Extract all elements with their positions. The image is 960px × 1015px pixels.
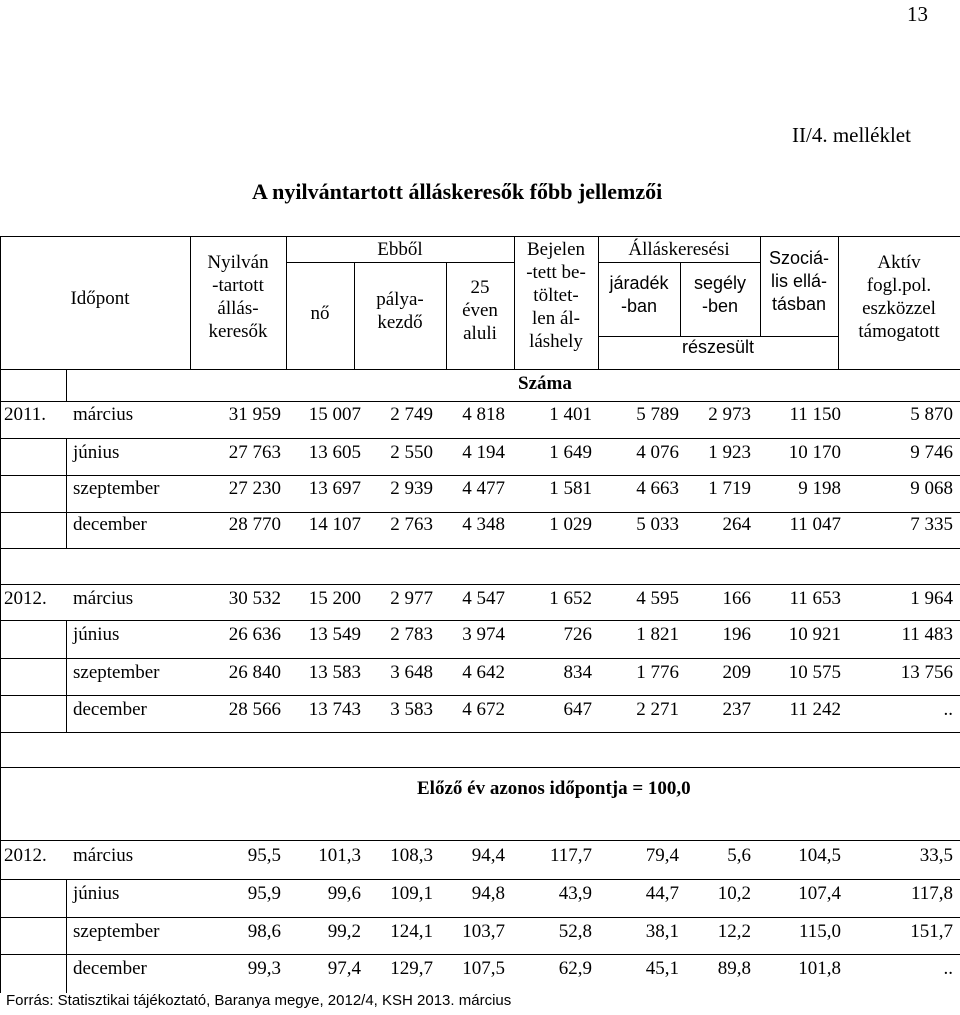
table-cell: 117,7: [549, 845, 592, 866]
table-cell: 1 652: [549, 588, 592, 609]
table-cell: 94,4: [471, 845, 505, 866]
month-label: június: [73, 883, 120, 904]
header-szama: Száma: [518, 373, 572, 394]
table-cell: 30 532: [228, 588, 281, 609]
table-cell: 107,5: [462, 958, 505, 979]
month-label: június: [73, 624, 120, 645]
index-label: Előző év azonos időpontja = 100,0: [417, 778, 691, 799]
month-label: szeptember: [73, 478, 160, 499]
col-divider: [66, 620, 67, 732]
table-cell: 11 047: [789, 514, 841, 535]
table-cell: 4 076: [636, 442, 679, 463]
table-cell: 9 198: [798, 478, 841, 499]
table-cell: 1 719: [708, 478, 751, 499]
header-allaskeresesi: Álláskeresési: [628, 239, 730, 260]
table-cell: 4 663: [636, 478, 679, 499]
table-cell: 31 959: [228, 404, 281, 425]
row-border: [0, 767, 960, 768]
row-border: [0, 584, 960, 585]
row-border: [0, 620, 960, 621]
table-cell: 98,6: [247, 921, 281, 942]
table-cell: 2 271: [636, 699, 679, 720]
month-label: szeptember: [73, 921, 160, 942]
page-title: A nyilvántartott álláskeresők főbb jellemzői: [252, 179, 663, 204]
table-cell: 3 648: [390, 662, 433, 683]
table-cell: 1 821: [636, 624, 679, 645]
table-cell: 45,1: [645, 958, 679, 979]
table-cell: 5 789: [636, 404, 679, 425]
table-cell: 97,4: [327, 958, 361, 979]
table-cell: 1 401: [549, 404, 592, 425]
table-cell: 11 242: [789, 699, 841, 720]
header-25-even-aluli: 25 éven aluli: [462, 277, 498, 344]
table-cell: 3 583: [390, 699, 433, 720]
table-cell: 2 783: [390, 624, 433, 645]
table-cell: 209: [722, 662, 751, 683]
table-cell: ..: [943, 958, 953, 979]
source-note: Forrás: Statisztikai tájékoztató, Baranya megye, 2012/4, KSH 2013. március: [6, 992, 512, 1009]
table-cell: 52,8: [558, 921, 592, 942]
table-cell: 647: [563, 699, 592, 720]
table-cell: 1 029: [549, 514, 592, 535]
month-label: december: [73, 958, 147, 979]
table-left-border: [0, 236, 1, 993]
table-cell: 2 763: [390, 514, 433, 535]
table-cell: 264: [722, 514, 751, 535]
month-label: március: [73, 404, 134, 425]
table-cell: 109,1: [390, 883, 433, 904]
row-border: [0, 732, 960, 733]
table-cell: 95,9: [247, 883, 281, 904]
table-cell: 27 763: [228, 442, 281, 463]
index-row-border: [0, 840, 960, 841]
table-top-border: [0, 236, 960, 237]
row-border: [0, 475, 960, 476]
header-jaradekban: járadék -ban: [609, 273, 669, 316]
table-cell: 115,0: [798, 921, 841, 942]
table-cell: 11 653: [789, 588, 841, 609]
table-cell: ..: [943, 699, 953, 720]
table-cell: 166: [722, 588, 751, 609]
month-label: december: [73, 699, 147, 720]
year-label: 2012.: [4, 588, 47, 609]
table-cell: 62,9: [558, 958, 592, 979]
month-label: június: [73, 442, 120, 463]
table-cell: 5 870: [910, 404, 953, 425]
row-border: [0, 512, 960, 513]
table-cell: 95,5: [247, 845, 281, 866]
header-reszesult: részesült: [681, 337, 755, 357]
table-cell: 11 150: [789, 404, 841, 425]
table-cell: 79,4: [645, 845, 679, 866]
table-cell: 13 583: [308, 662, 361, 683]
table-cell: 26 636: [228, 624, 281, 645]
year-label: 2011.: [4, 404, 47, 425]
table-cell: 104,5: [798, 845, 841, 866]
table-cell: 129,7: [390, 958, 433, 979]
table-cell: 1 923: [708, 442, 751, 463]
row-border: [0, 954, 960, 955]
header-idopont: Időpont: [70, 288, 130, 309]
table-cell: 13 549: [308, 624, 361, 645]
table-cell: 94,8: [471, 883, 505, 904]
table-cell: 10 170: [788, 442, 841, 463]
table-cell: 5 033: [636, 514, 679, 535]
table-cell: 4 547: [462, 588, 505, 609]
table-cell: 99,3: [247, 958, 281, 979]
table-cell: 44,7: [645, 883, 679, 904]
table-cell: 13 756: [900, 662, 953, 683]
table-cell: 15 200: [308, 588, 361, 609]
header-no: nő: [310, 303, 330, 324]
table-cell: 103,7: [462, 921, 505, 942]
ebbol-divider: [286, 262, 514, 263]
table-cell: 99,2: [327, 921, 361, 942]
table-cell: 13 743: [308, 699, 361, 720]
table-cell: 4 194: [462, 442, 505, 463]
table-cell: 9 746: [910, 442, 953, 463]
table-cell: 2 977: [390, 588, 433, 609]
header-aktiv: Aktív fogl.pol. eszközzel támogatott: [858, 252, 940, 342]
table-cell: 196: [722, 624, 751, 645]
table-cell: 3 974: [462, 624, 505, 645]
header-bejelentett: Bejelen -tett be- töltet- len ál- láshely: [526, 239, 586, 352]
table-cell: 151,7: [910, 921, 953, 942]
table-cell: 107,4: [798, 883, 841, 904]
table-cell: 4 348: [462, 514, 505, 535]
table-cell: 10 921: [788, 624, 841, 645]
table-cell: 101,8: [798, 958, 841, 979]
table-cell: 28 770: [228, 514, 281, 535]
table-cell: 2 939: [390, 478, 433, 499]
header-nyilvantartott: Nyilván -tartott állás- keresők: [207, 252, 269, 342]
header-segelyben: segély -ben: [693, 273, 747, 316]
table-cell: 43,9: [558, 883, 592, 904]
table-cell: 15 007: [308, 404, 361, 425]
table-cell: 11 483: [901, 624, 953, 645]
month-label: szeptember: [73, 662, 160, 683]
table-cell: 13 605: [308, 442, 361, 463]
table-cell: 1 776: [636, 662, 679, 683]
table-cell: 726: [563, 624, 592, 645]
table-cell: 14 107: [308, 514, 361, 535]
table-cell: 4 595: [636, 588, 679, 609]
header-szocialis: Szociá- lis ellá- tásban: [768, 248, 830, 314]
year-label: 2012.: [4, 845, 47, 866]
table-cell: 27 230: [228, 478, 281, 499]
row-border: [0, 548, 960, 549]
row-border: [0, 658, 960, 659]
month-label: március: [73, 845, 134, 866]
table-cell: 33,5: [919, 845, 953, 866]
annex-label: II/4. melléklet: [792, 123, 911, 147]
table-cell: 9 068: [910, 478, 953, 499]
table-cell: 26 840: [228, 662, 281, 683]
table-cell: 101,3: [318, 845, 361, 866]
row-border: [0, 438, 960, 439]
header-bottom-border: [0, 369, 960, 370]
table-cell: 1 964: [910, 588, 953, 609]
table-cell: 834: [563, 662, 592, 683]
table-cell: 2 550: [390, 442, 433, 463]
allaskeresesi-divider: [598, 262, 760, 263]
header-ebbol: Ebből: [377, 239, 423, 260]
table-cell: 108,3: [390, 845, 433, 866]
row-border: [0, 879, 960, 880]
table-cell: 2 973: [708, 404, 751, 425]
table-cell: 10,2: [717, 883, 751, 904]
table-cell: 13 697: [308, 478, 361, 499]
table-cell: 89,8: [717, 958, 751, 979]
table-cell: 5,6: [727, 845, 751, 866]
table-cell: 4 642: [462, 662, 505, 683]
month-label: december: [73, 514, 147, 535]
table-cell: 12,2: [717, 921, 751, 942]
table-cell: 99,6: [327, 883, 361, 904]
table-cell: 28 566: [228, 699, 281, 720]
col-divider: [66, 438, 67, 548]
table-cell: 4 477: [462, 478, 505, 499]
table-cell: 2 749: [390, 404, 433, 425]
month-label: március: [73, 588, 134, 609]
table-cell: 1 649: [549, 442, 592, 463]
table-cell: 4 818: [462, 404, 505, 425]
header-palyakezdo: pálya- kezdő: [376, 289, 424, 333]
szama-row-border: [0, 401, 960, 402]
table-cell: 10 575: [788, 662, 841, 683]
table-cell: 4 672: [462, 699, 505, 720]
row-border: [0, 695, 960, 696]
table-cell: 1 581: [549, 478, 592, 499]
table-cell: 117,8: [910, 883, 953, 904]
table-cell: 7 335: [910, 514, 953, 535]
col-divider: [66, 369, 67, 401]
row-border: [0, 917, 960, 918]
col-divider: [66, 879, 67, 993]
table-cell: 124,1: [390, 921, 433, 942]
table-cell: 38,1: [645, 921, 679, 942]
page-number: 13: [907, 2, 928, 26]
table-cell: 237: [722, 699, 751, 720]
